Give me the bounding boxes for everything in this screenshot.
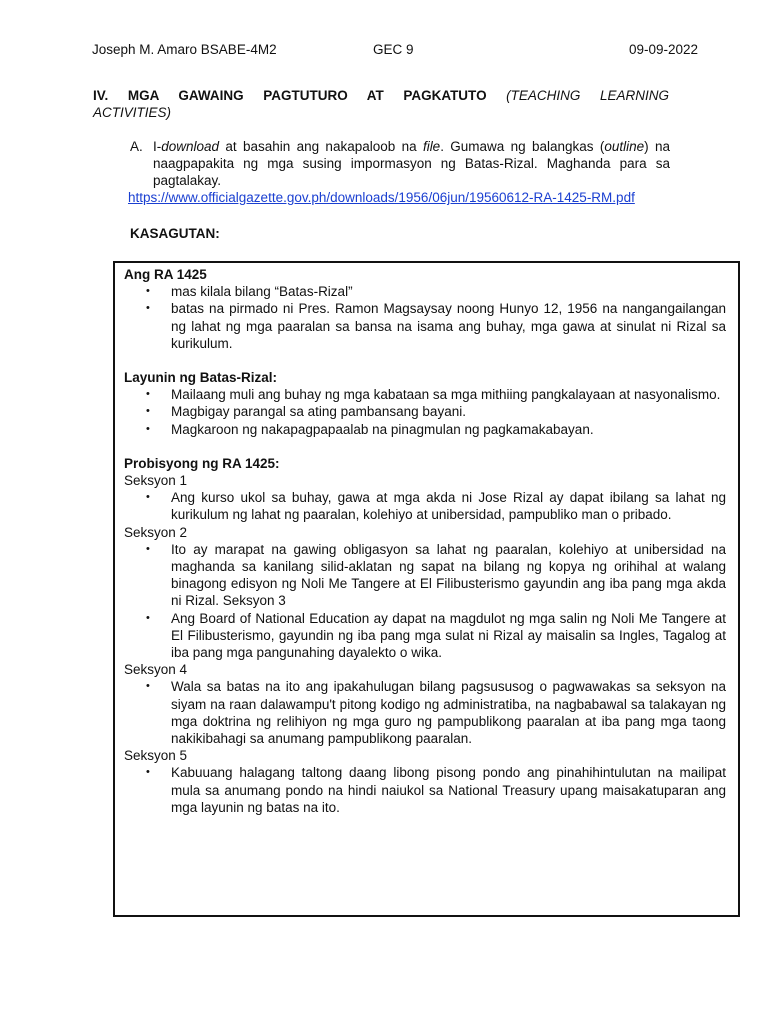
answer-box: [113, 261, 740, 917]
task-letter: A.: [130, 139, 143, 154]
list-item: • mas kilala bilang “Batas-Rizal”: [124, 283, 726, 300]
list-item: • Wala sa batas na ito ang ipakahulugan bilang pagsususog o pagwawakas sa seksyon na siyam na raan dalawampu't pitong kodigo ng administratiba, na nagbabawal sa talakayan ng mga doktrina ng relihiyon ng mga guro ng pampublikong paaralan at iba pang mga taong nakikibahagi sa anumang pampublikong paaralan.: [124, 678, 726, 747]
ra-title: Ang RA 1425: [124, 267, 207, 282]
list-item: • Mailaang muli ang buhay ng mga kabataan sa mga mithiing pangkalayaan at nasyonalismo.: [124, 386, 726, 403]
page-header: [92, 42, 698, 60]
seksyon-4-label: Seksyon 4: [124, 662, 188, 678]
layunin-list: [124, 386, 726, 438]
section-title-english-cont: ACTIVITIES): [93, 105, 172, 120]
list-item: • Magbigay parangal sa ating pambansang bayani.: [124, 403, 726, 420]
list-item: • Ang kurso ukol sa buhay, gawa at mga akda ni Jose Rizal ay dapat ibilang sa lahat ng kurikulum ng lahat ng paaralan, kolehiyo at unibersidad, pampubliko man o pribado.: [124, 489, 726, 523]
task-a: [130, 138, 670, 189]
ra-list: [124, 283, 726, 352]
answer-content: [124, 266, 726, 816]
section-title-english: (TEACHING LEARNING: [506, 88, 669, 103]
list-item: • Ito ay marapat na gawing obligasyon sa lahat ng paaralan, kolehiyo at unibersidad na maghanda sa kanilang silid-aklatan ng sapat na bilang ng kopya ng orihihal at walang binagong edisyon ng Noli Me Tangere at El Filibusterismo gayundin ang iba pang mga akda ni Rizal. Seksyon 3: [124, 541, 726, 610]
layunin-title: Layunin ng Batas-Rizal:: [124, 370, 278, 386]
answer-heading: KASAGUTAN:: [130, 226, 220, 241]
list-item: • Magkaroon ng nakapagpapaalab na pinagmulan ng pagkamakabayan.: [124, 421, 726, 438]
section-title: [93, 87, 669, 104]
course-code: GEC 9: [373, 42, 414, 57]
seksyon-4-list: [124, 678, 726, 747]
list-item: • Ang Board of National Education ay dapat na magdulot ng mga salin ng Noli Me Tangere at El Filibusterismo, gayundin ng iba pang mga sulat ni Rizal ay maisalin sa Ingles, Tagalog at iba pang mga pangunahing dayalekto o wika.: [124, 610, 726, 662]
list-item: • Kabuuang halagang taltong daang libong pisong pondo ang pinahihintulutan na mailipat mula sa anumang pondo na hindi naiukol sa National Treasury upang maisakatuparan ang mga layunin ng batas na ito.: [124, 764, 726, 816]
document-date: 09-09-2022: [628, 42, 698, 57]
seksyon-1-label: Seksyon 1: [124, 473, 188, 489]
section-title-main: IV. MGA GAWAING PAGTUTURO AT PAGKATUTO: [93, 88, 487, 103]
list-item: • batas na pirmado ni Pres. Ramon Magsaysay noong Hunyo 12, 1956 na nangangailangan ng lahat ng mga paaralan sa bansa na isama ang buhay, mga gawa at sinulat ni Rizal sa kurikulum.: [124, 300, 726, 352]
seksyon-5-label: Seksyon 5: [124, 748, 188, 764]
probisyon-title: Probisyong ng RA 1425:: [124, 455, 280, 471]
seksyon-1-list: [124, 489, 726, 523]
seksyon-2-list: [124, 541, 726, 661]
gazette-pdf-link[interactable]: https://www.officialgazette.gov.ph/downloads/1956/06jun/19560612-RA-1425-RM.pdf: [128, 190, 635, 205]
task-instructions: I-download at basahin ang nakapaloob na file. Gumawa ng balangkas (outline) na naagpapakita ng mga susing impormasyon ng Batas-Rizal. Maghanda para sa pagtalakay.: [153, 139, 670, 188]
seksyon-2-label: Seksyon 2: [124, 524, 188, 540]
student-name: Joseph M. Amaro BSABE-4M2: [92, 42, 277, 57]
seksyon-5-list: [124, 764, 726, 816]
